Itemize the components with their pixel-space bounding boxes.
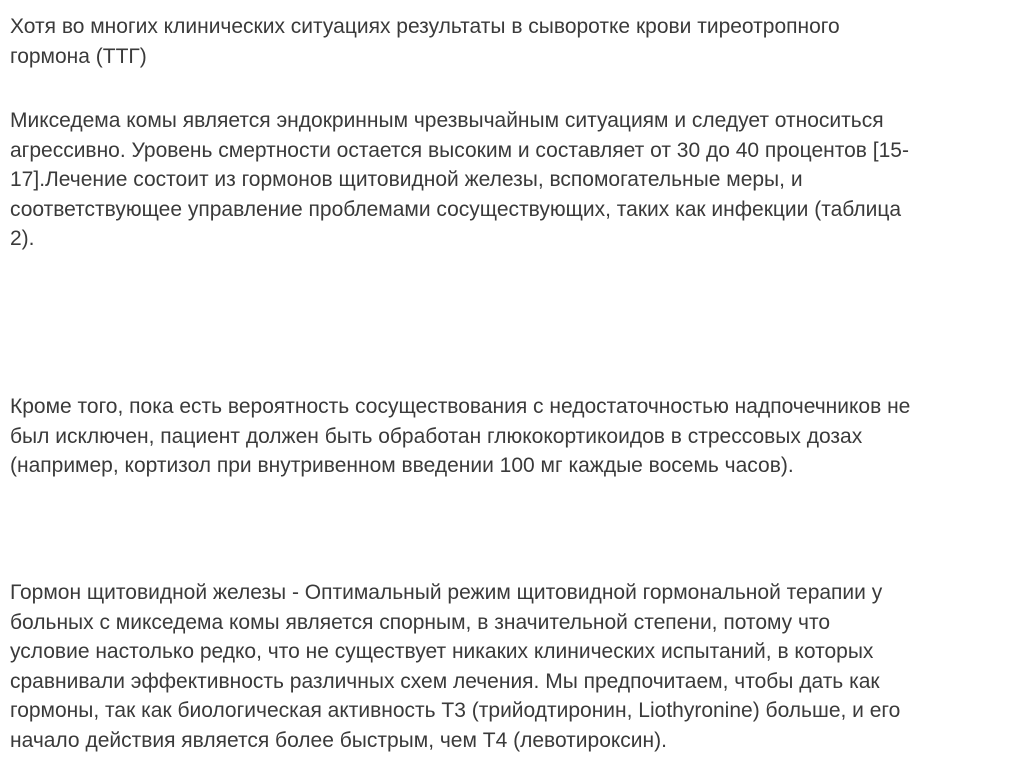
text-line: соответствующее управление проблемами сосуществующих, таких как инфекции (таблица <box>10 197 902 221</box>
text-line: 17].Лечение состоит из гормонов щитовидной железы, вспомогательные меры, и <box>10 168 803 191</box>
paragraph-tsh-results <box>10 12 1015 71</box>
text-line: был исключен, пациент должен быть обработан глюкокортикоидов в стрессовых дозах <box>10 424 863 448</box>
text-line: гормона (ТТГ) <box>10 44 147 68</box>
text-line: сравнивали эффективность различных схем лечения. Мы предпочитаем, чтобы дать как <box>10 669 880 693</box>
text-line: 2). <box>10 227 35 250</box>
text-line: агрессивно. Уровень смертности остается высоким и составляет от 30 до 40 процентов [15- <box>10 138 909 162</box>
text-line: Гормон щитовидной железы - Оптимальный режим щитовидной гормональной терапии у <box>10 581 883 604</box>
text-line: гормоны, так как биологическая активность Т3 (трийодтиронин, Liothyronine) больше, и его <box>10 699 901 722</box>
paragraph-myxedema-coma <box>10 106 1015 254</box>
text-line: начало действия является более быстрым, чем Т4 (левотироксин). <box>10 728 667 752</box>
text-line: (например, кортизол при внутривенном введении 100 мг каждые восемь часов). <box>10 454 794 477</box>
text-line: Хотя во многих клинических ситуациях результаты в сыворотке крови тиреотропного <box>10 15 840 38</box>
paragraph-adrenal-insufficiency <box>10 392 1015 481</box>
text-line: Микседема комы является эндокринным чрезвычайным ситуациям и следует относиться <box>10 109 884 132</box>
text-line: Кроме того, пока есть вероятность сосуществования с недостаточностью надпочечников не <box>10 395 911 418</box>
text-line: условие настолько редко, что не существует никаких клинических испытаний, в которых <box>10 640 874 663</box>
paragraph-thyroid-hormone <box>10 578 1015 755</box>
text-line: больных с микседема комы является спорным, в значительной степени, потому что <box>10 610 831 634</box>
